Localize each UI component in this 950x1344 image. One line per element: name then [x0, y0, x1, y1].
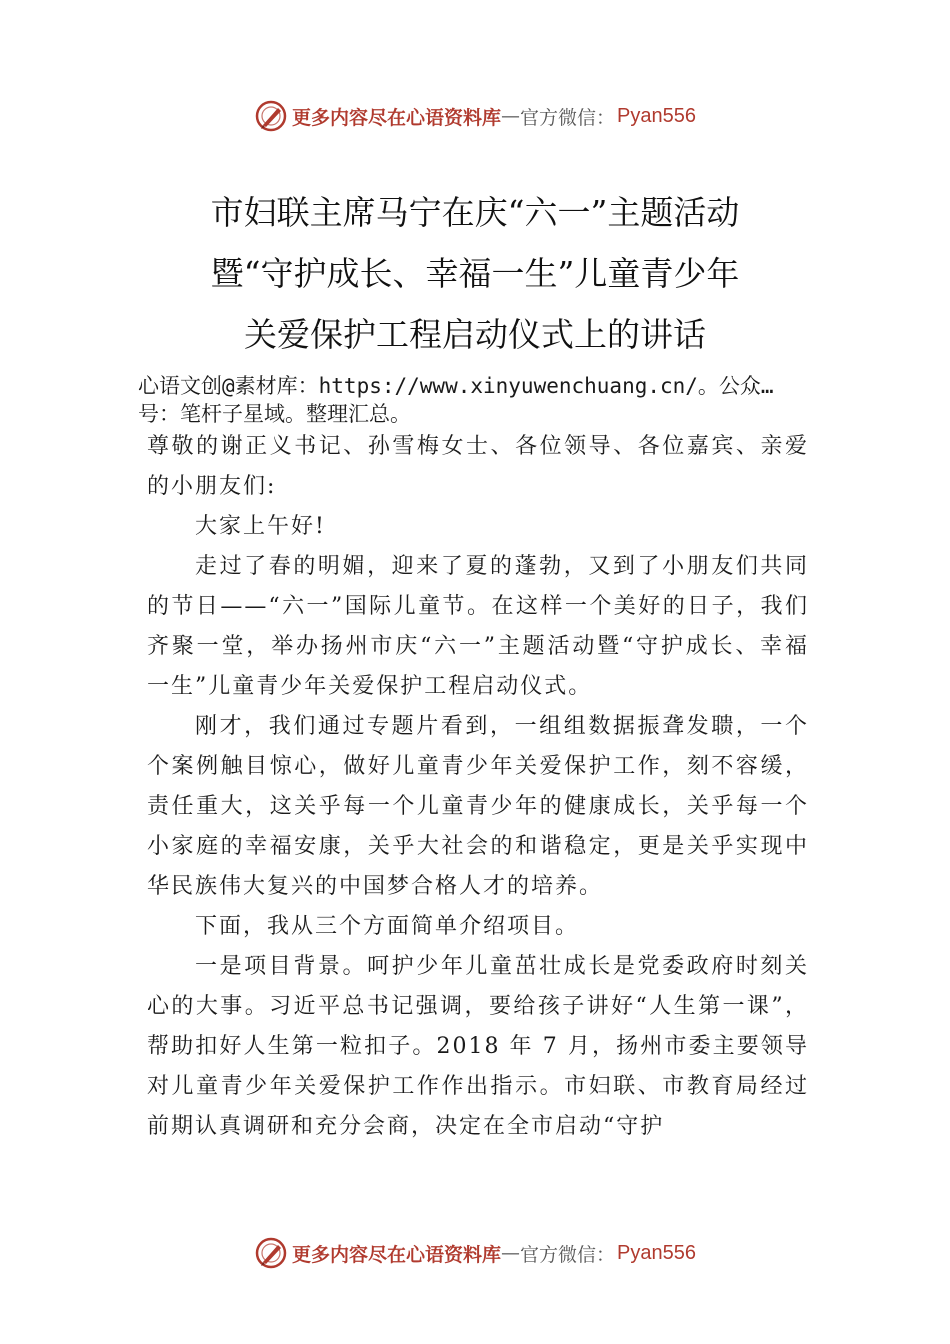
- banner-brand-text: 更多内容尽在心语资料库: [292, 1243, 502, 1266]
- paragraph-intro: 下面，我从三个方面简单介绍项目。: [195, 914, 580, 939]
- title-line-2: 暨“守护成长、幸福一生”儿童青少年: [210, 254, 740, 293]
- salutation: 尊敬的谢正义书记、孙雪梅女士、各位领导、各位嘉宾、亲爱的小朋友们:: [147, 434, 809, 499]
- source-line-1: 心语文创@素材库：https://www.xinyuwenchuang.cn/。公众…: [138, 374, 774, 398]
- document-title: [150, 182, 800, 365]
- banner-dash: —: [501, 105, 521, 127]
- banner-brand-text: 更多内容尽在心语资料库: [292, 106, 502, 129]
- footer-banner: [0, 1233, 950, 1273]
- paragraph-greeting: 大家上午好!: [195, 514, 326, 539]
- banner-wechat-id: Pyan556: [617, 1241, 696, 1264]
- banner-official-label: 官方微信：: [520, 1243, 616, 1266]
- title-line-1: 市妇联主席马宁在庆“六一”主题活动: [210, 193, 740, 232]
- banner-official-label: 官方微信：: [520, 106, 616, 129]
- pen-circle-logo-icon: [254, 99, 288, 133]
- header-banner: [0, 96, 950, 136]
- paragraph-background: 一是项目背景。呵护少年儿童茁壮成长是党委政府时刻关心的大事。习近平总书记强调，要给孩子讲好“人生第一课”，帮助扣好人生第一粒扣子。2018 年 7 月，扬州市委主要领导对儿童青少年关爱保护工作作出指示。市妇联、市教育局经过前期认真调研和充分会商，决定在全市启动“守护: [147, 954, 809, 1139]
- banner-wechat-id: Pyan556: [617, 104, 696, 127]
- title-line-3: 关爱保护工程启动仪式上的讲话: [244, 315, 706, 354]
- paragraph-opening: 走过了春的明媚，迎来了夏的蓬勃，又到了小朋友们共同的节日——“六一”国际儿童节。在这样一个美好的日子，我们齐聚一堂，举办扬州市庆“六一”主题活动暨“守护成长、幸福一生”儿童青少年关爱保护工程启动仪式。: [147, 554, 809, 699]
- banner-dash: —: [501, 1242, 521, 1264]
- speech-body: [147, 427, 809, 1147]
- source-line-2: 号：笔杆子星域。整理汇总。: [138, 402, 411, 426]
- pen-circle-logo-icon: [254, 1236, 288, 1270]
- paragraph-video: 刚才，我们通过专题片看到，一组组数据振聋发聩，一个个案例触目惊心，做好儿童青少年关爱保护工作，刻不容缓，责任重大，这关乎每一个儿童青少年的健康成长，关乎每一个小家庭的幸福安康，关乎大社会的和谐稳定，更是关乎实现中华民族伟大复兴的中国梦合格人才的培养。: [147, 714, 809, 899]
- source-note: [138, 372, 846, 428]
